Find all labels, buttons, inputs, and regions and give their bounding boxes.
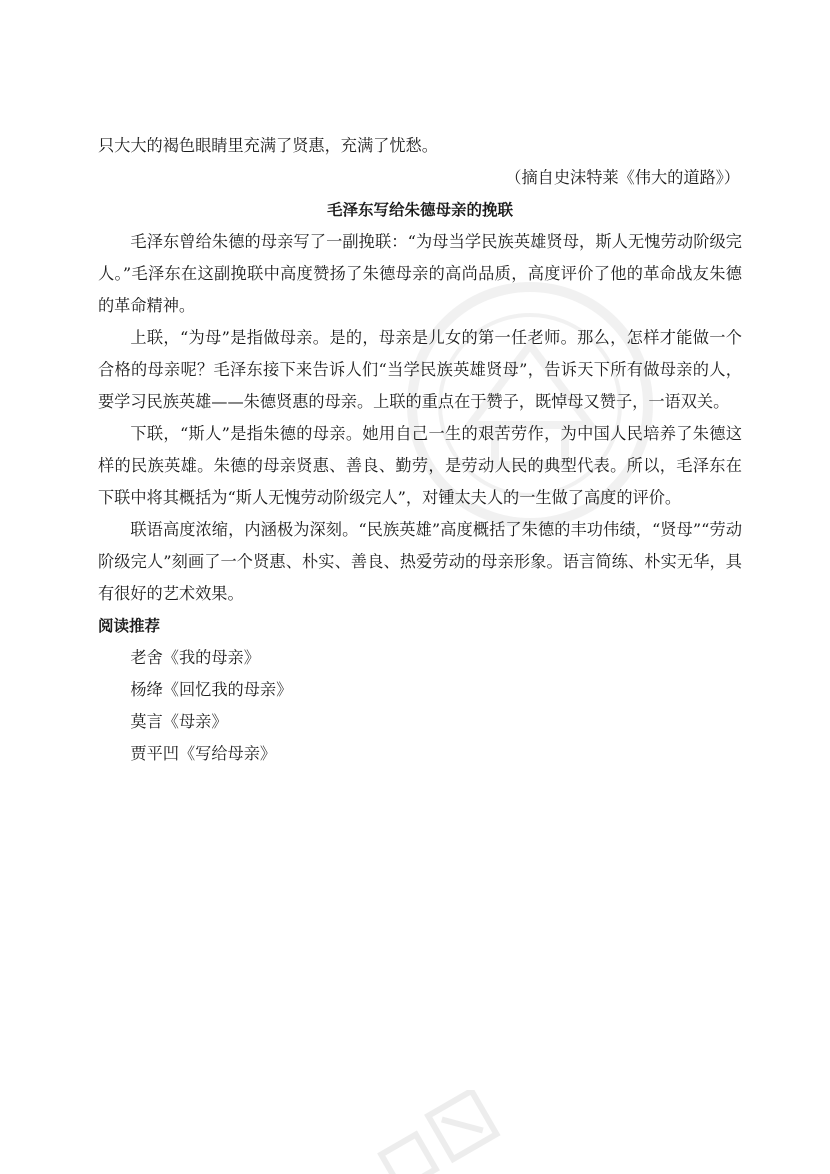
article-paragraph: 下联，“斯人”是指朱德的母亲。她用自己一生的艰苦劳作，为中国人民培养了朱德这样的民族英雄。朱德的母亲贤惠、善良、勤劳，是劳动人民的典型代表。所以，毛泽东在下联中将其概括为“斯人无愧劳动阶级完人”，对锺太夫人的一生做了高度的评价。 (98, 424, 742, 507)
recommendation-item: 莫言《母亲》 (130, 712, 228, 731)
watermark-corner (360, 1090, 530, 1174)
article-title: 毛泽东写给朱德母亲的挽联 (326, 201, 513, 219)
article-paragraph: 毛泽东曾给朱德的母亲写了一副挽联：“为母当学民族英雄贤母，斯人无愧劳动阶级完人。”毛泽东在这副挽联中高度赞扬了朱德母亲的高尚品质，高度评价了他的革命战友朱德的革命精神。 (98, 232, 742, 315)
recommendation-item: 杨绛《回忆我的母亲》 (130, 680, 293, 699)
recommendation-item: 贾平凹《写给母亲》 (130, 744, 277, 763)
recommendation-item: 老舍《我的母亲》 (130, 648, 260, 667)
article-paragraph: 联语高度浓缩，内涵极为深刻。“民族英雄”高度概括了朱德的丰功伟绩，“贤母”“劳动阶级完人”刻画了一个贤惠、朴实、善良、热爱劳动的母亲形象。语言简练、朴实无华，具有很好的艺术效果。 (98, 520, 742, 603)
reading-recommendation-heading: 阅读推荐 (98, 617, 161, 635)
document-body (98, 130, 742, 770)
opening-line: 只大大的褐色眼睛里充满了贤惠，充满了忧愁。 (98, 136, 438, 155)
reading-recommendation-list (98, 642, 742, 770)
source-attribution: （摘自史沫特莱《伟大的道路》） (505, 168, 740, 187)
article-paragraph: 上联，“为母”是指做母亲。是的，母亲是儿女的第一任老师。那么，怎样才能做一个合格的母亲呢？毛泽东接下来告诉人们“当学民族英雄贤母”，告诉天下所有做母亲的人，要学习民族英雄——朱德贤惠的母亲。上联的重点在于赞子，既悼母又赞子，一语双关。 (98, 328, 742, 411)
